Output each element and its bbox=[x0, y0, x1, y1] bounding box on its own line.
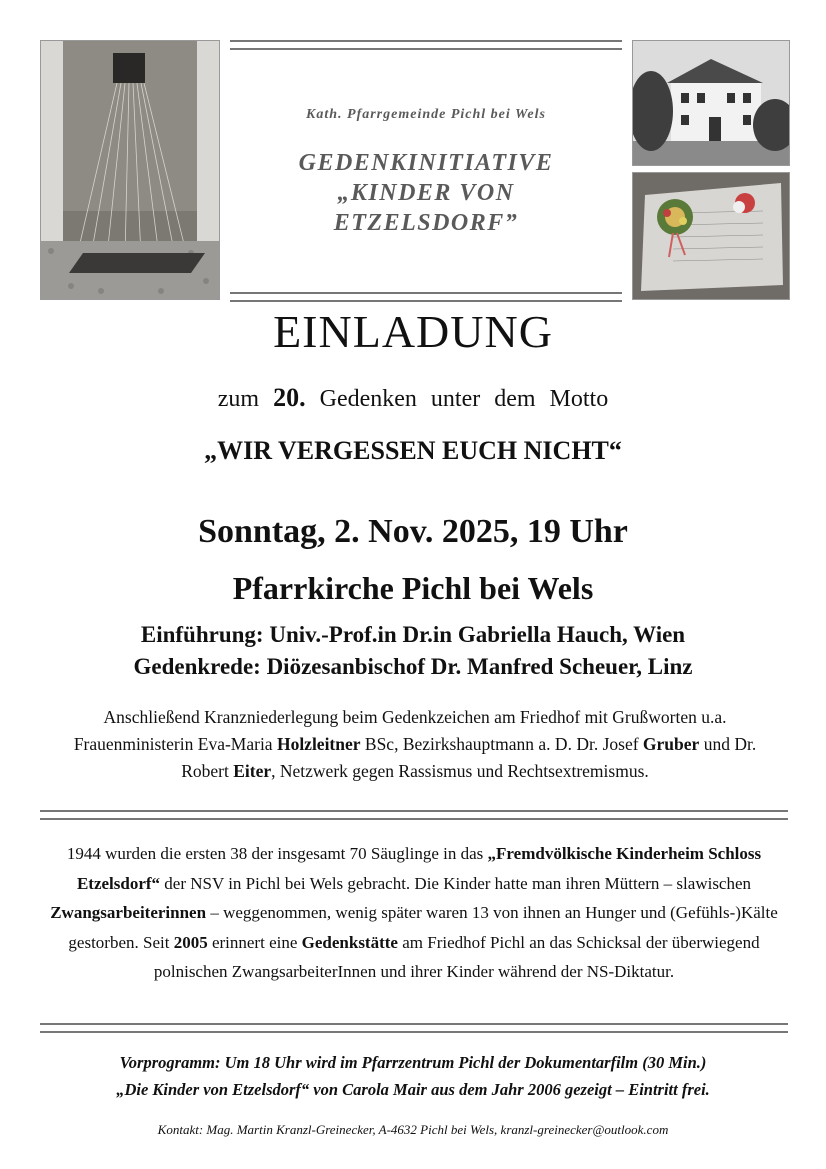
history-bold-1: „Fremdvölkische Kinderheim Schloss Etzelsdorf“ bbox=[76, 844, 762, 893]
initiative-line-2: „KINDER VON bbox=[337, 180, 515, 206]
house-photo bbox=[632, 40, 790, 166]
preprogram-line-1: Vorprogramm: Um 18 Uhr wird im Pfarrzentrum Pichl der Dokumentarfilm (30 Min.) bbox=[119, 1053, 707, 1072]
history-text-2: der NSV in Pichl bei Wels gebracht. Die Kinder hatte man ihren Müttern – slawischen bbox=[160, 873, 752, 893]
memorial-photo bbox=[40, 40, 220, 300]
motto: „WIR VERGESSEN EUCH NICHT“ bbox=[204, 436, 622, 465]
subtitle-number: 20. bbox=[273, 383, 306, 412]
history-bold-2: Zwangsarbeiterinnen bbox=[50, 903, 207, 922]
wreath-text-4: , Netzwerk gegen Rassismus und Rechtsextremismus. bbox=[271, 761, 649, 781]
history-text-3: – weggenommen, wenig später waren 13 von ihnen an Hunger und (Gefühls-)Kälte gestorben. Seit bbox=[68, 903, 778, 952]
history-text-1: 1944 wurden die ersten 38 der insgesamt 70 Säuglinge in das bbox=[66, 844, 488, 863]
initiative-line-3: ETZELSDORF” bbox=[333, 210, 519, 236]
history-bold-4: Gedenkstätte bbox=[301, 932, 398, 952]
event-date: Sonntag, 2. Nov. 2025, 19 Uhr bbox=[198, 513, 628, 550]
wreath-bold-3: Eiter bbox=[233, 761, 272, 781]
wreath-text-2: BSc, Bezirkshauptmann a. D. Dr. Josef bbox=[360, 734, 643, 754]
section-rule-1 bbox=[40, 810, 788, 820]
subtitle-pre: zum bbox=[217, 386, 260, 412]
page-title: EINLADUNG bbox=[273, 306, 553, 357]
wreath-bold-1: Holzleitner bbox=[276, 734, 361, 754]
initiative-title bbox=[230, 148, 622, 238]
event-speech: Gedenkrede: Diözesanbischof Dr. Manfred Scheuer, Linz bbox=[133, 654, 693, 679]
subtitle bbox=[0, 383, 826, 413]
wreath-paragraph bbox=[60, 704, 770, 785]
plaque-photo bbox=[632, 172, 790, 300]
history-text-5: am Friedhof Pichl an das Schicksal der überwiegend polnischen ZwangsarbeiterInnen und ihrer Kinder während der NS-Diktatur. bbox=[153, 932, 760, 981]
wreath-text-3: und Dr. Robert bbox=[181, 734, 757, 781]
contact-line: Kontakt: Mag. Martin Kranzl-Greinecker, A-4632 Pichl bei Wels, kranzl-greinecker@outlook.com bbox=[157, 1122, 669, 1137]
event-intro: Einführung: Univ.-Prof.in Dr.in Gabriella Hauch, Wien bbox=[140, 622, 686, 647]
initiative-line-1: GEDENKINITIATIVE bbox=[298, 150, 554, 176]
section-rule-2 bbox=[40, 1023, 788, 1033]
event-place: Pfarrkirche Pichl bei Wels bbox=[232, 570, 594, 606]
wreath-text-1: Anschließend Kranzniederlegung beim Gedenkzeichen am Friedhof mit Grußworten u.a. Frauenministerin Eva-Maria bbox=[73, 707, 727, 754]
preprogram-line-2: „Die Kinder von Etzelsdorf“ von Carola Mair aus dem Jahr 2006 gezeigt – Eintritt frei. bbox=[116, 1080, 710, 1099]
parish-name: Kath. Pfarrgemeinde Pichl bei Wels bbox=[306, 107, 546, 122]
wreath-bold-2: Gruber bbox=[642, 734, 700, 754]
header-rule-top bbox=[230, 40, 622, 50]
history-text-4: erinnert eine bbox=[207, 932, 302, 952]
header-rule-bottom bbox=[230, 292, 622, 302]
subtitle-post: Gedenken unter dem Motto bbox=[319, 386, 609, 412]
history-bold-3: 2005 bbox=[173, 932, 208, 952]
history-paragraph bbox=[44, 839, 784, 987]
